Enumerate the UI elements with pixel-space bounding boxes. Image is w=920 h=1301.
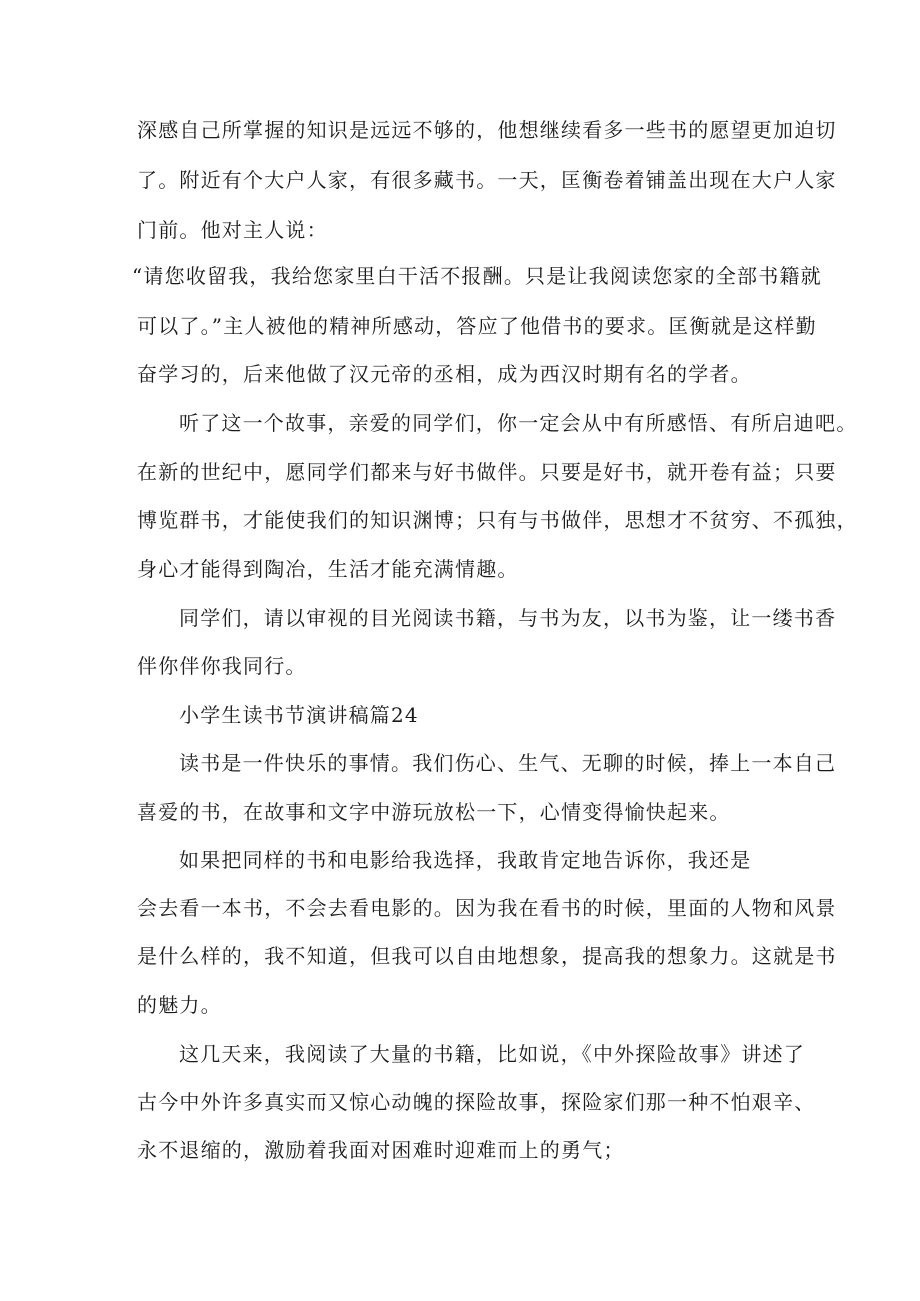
paragraph-start-line: 读书是一件快乐的事情。我们伤心、生气、无聊的时候，捧上一本自己 bbox=[179, 751, 837, 775]
text-line: 喜爱的书，在故事和文字中游玩放松一下，心情变得愉快起来。 bbox=[137, 800, 731, 824]
text-line: 在新的世纪中，愿同学们都来与好书做伴。只要是好书，就开卷有益；只要 bbox=[137, 460, 837, 484]
text-line: 会去看一本书，不会去看电影的。因为我在看书的时候，里面的人物和风景 bbox=[137, 896, 837, 920]
text-line: 的魅力。 bbox=[137, 993, 222, 1017]
paragraph-start-line: 听了这一个故事，亲爱的同学们，你一定会从中有所感悟、有所启迪吧。 bbox=[179, 411, 858, 435]
text-line: 永不退缩的，激励着我面对困难时迎难而上的勇气； bbox=[137, 1138, 625, 1162]
text-line: 博览群书，才能使我们的知识渊博；只有与书做伴，思想才不贫穷、不孤独， bbox=[137, 508, 858, 532]
text-line: 可以了。”主人被他的精神所感动，答应了他借书的要求。匡衡就是这样勤 bbox=[137, 314, 817, 338]
text-line: 伴你伴你我同行。 bbox=[137, 654, 307, 678]
text-line: 奋学习的，后来他做了汉元帝的丞相，成为西汉时期有名的学者。 bbox=[137, 362, 752, 386]
paragraph-start-line: 这几天来，我阅读了大量的书籍，比如说，《中外探险故事》讲述了 bbox=[179, 1042, 805, 1066]
text-line: 是什么样的，我不知道，但我可以自由地想象，提高我的想象力。这就是书 bbox=[137, 944, 837, 968]
text-line: 深感自己所掌握的知识是远远不够的，他想继续看多一些书的愿望更加迫切 bbox=[137, 118, 837, 142]
paragraph-start-line: 同学们，请以审视的目光阅读书籍，与书为友，以书为鉴，让一缕书香 bbox=[179, 606, 837, 630]
text-line: 门前。他对主人说： bbox=[137, 218, 328, 242]
text-line: 身心才能得到陶冶，生活才能充满情趣。 bbox=[137, 557, 519, 581]
text-line: 了。附近有个大户人家，有很多藏书。一天，匡衡卷着铺盖出现在大户人家 bbox=[137, 168, 837, 192]
section-heading: 小学生读书节演讲稿篇24 bbox=[179, 703, 419, 727]
text-line: 古今中外许多真实而又惊心动魄的探险故事，探险家们那一种不怕艰辛、 bbox=[137, 1090, 816, 1114]
text-line: “请您收留我，我给您家里白干活不报酬。只是让我阅读您家的全部书籍就 bbox=[132, 264, 822, 288]
paragraph-start-line: 如果把同样的书和电影给我选择，我敢肯定地告诉你，我还是 bbox=[179, 848, 752, 872]
